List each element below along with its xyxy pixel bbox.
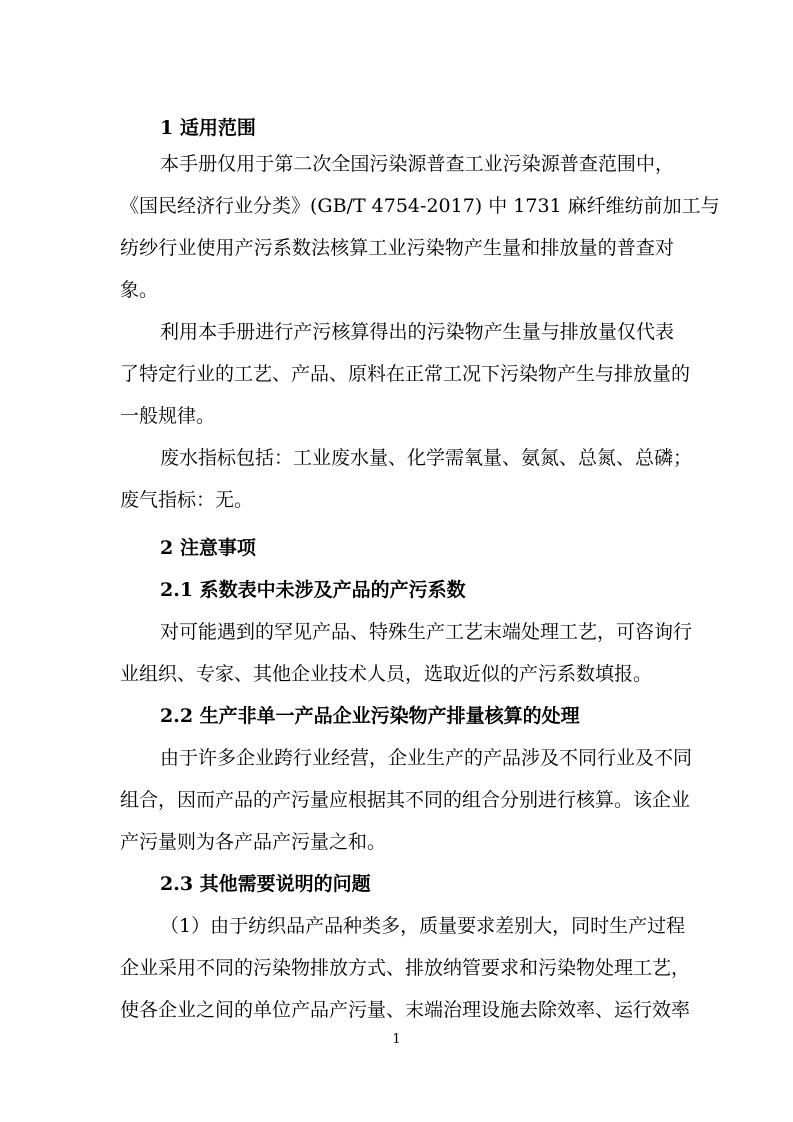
paragraph-line: 利用本手册进行产污核算得出的污染物产生量与排放量仅代表 (160, 321, 674, 343)
paragraph-line: 使各企业之间的单位产品产污量、末端治理设施去除效率、运行效率 (120, 999, 691, 1021)
page-number: 1 (392, 1032, 401, 1047)
paragraph-line: 对可能遇到的罕见产品、特殊生产工艺末端处理工艺，可咨询行 (160, 621, 693, 643)
paragraph-line: 了特定行业的工艺、产品、原料在正常工况下污染物产生与排放量的 (120, 363, 691, 385)
paragraph-line: 本手册仅用于第二次全国污染源普查工业污染源普查范围中， (160, 153, 674, 175)
paragraph-line: 企业采用不同的污染物排放方式、排放纳管要求和污染物处理工艺， (120, 957, 691, 979)
paragraph-line: 《国民经济行业分类》(GB/T 4754-2017) 中 1731 麻纤维纺前加工与 (120, 195, 720, 217)
paragraph-line: 废水指标包括：工业废水量、化学需氧量、氨氮、总氮、总磷； (160, 447, 693, 469)
section-2-heading: 2 注意事项 (160, 537, 256, 559)
paragraph-line: 由于许多企业跨行业经营，企业生产的产品涉及不同行业及不同 (160, 747, 693, 769)
subsection-2-2-heading: 2.2 生产非单一产品企业污染物产排量核算的处理 (160, 705, 580, 727)
paragraph-line: 业组织、专家、其他企业技术人员，选取近似的产污系数填报。 (120, 663, 653, 685)
paragraph-line: 产污量则为各产品产污量之和。 (120, 831, 387, 853)
paragraph-line: 纺纱行业使用产污系数法核算工业污染物产生量和排放量的普查对 (120, 237, 674, 259)
subsection-2-3-heading: 2.3 其他需要说明的问题 (160, 873, 371, 895)
section-1-heading: 1 适用范围 (160, 117, 256, 139)
paragraph-line: 组合，因而产品的产污量应根据其不同的组合分别进行核算。该企业 (120, 789, 691, 811)
paragraph-line: 废气指标：无。 (120, 489, 254, 511)
subsection-2-1-heading: 2.1 系数表中未涉及产品的产污系数 (160, 579, 466, 601)
paragraph-line: 象。 (120, 279, 159, 301)
paragraph-line: （1）由于纺织品产品种类多，质量要求差别大，同时生产过程 (160, 915, 686, 937)
paragraph-line: 一般规律。 (120, 405, 216, 427)
